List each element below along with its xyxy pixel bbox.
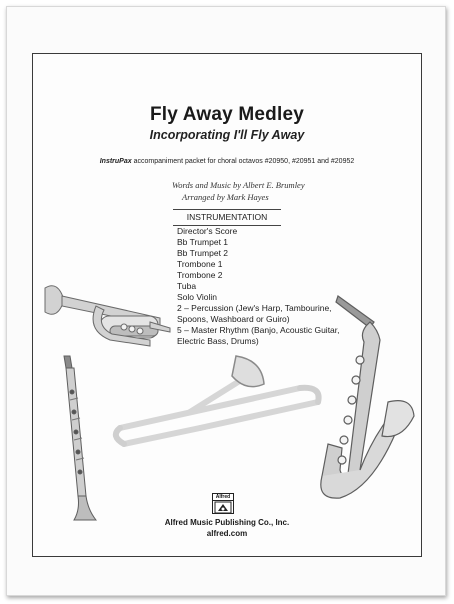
instrument-item: Director's Score <box>177 226 238 236</box>
instrument-item: Trombone 1 <box>177 259 223 269</box>
clarinet-illustration <box>64 356 96 520</box>
alfred-logo-icon <box>213 501 233 514</box>
trombone-illustration <box>116 356 319 444</box>
instrupax-text: accompaniment packet for choral octavos #20950, #20951 and #20952 <box>133 158 355 165</box>
publisher-website: alfred.com <box>206 529 248 538</box>
subtitle-prefix: Incorporating <box>149 128 231 142</box>
subtitle-song: I'll Fly Away <box>233 128 305 142</box>
credit-words-music: Words and Music by Albert E. Brumley <box>172 180 305 190</box>
instrument-item: Trombone 2 <box>177 270 223 280</box>
instrumentation-heading: INSTRUMENTATION <box>173 209 281 226</box>
instrupax-brand: InstruPax <box>99 158 132 165</box>
credit-arranger: Arranged by Mark Hayes <box>182 191 269 202</box>
saxophone-illustration <box>321 296 414 498</box>
instrument-item: Tuba <box>177 281 197 291</box>
alfred-logo-mark <box>213 501 233 515</box>
page-title: Fly Away Medley <box>149 104 304 125</box>
trumpet-illustration <box>45 286 170 346</box>
instrument-item: Bb Trumpet 1 <box>177 237 229 247</box>
instrument-item: 2 – Percussion (Jew's Harp, Tambourine, Spoons, Washboard or Guiro) <box>177 303 332 324</box>
instrument-item: Bb Trumpet 2 <box>177 248 229 258</box>
instrument-item: Solo Violin <box>177 292 218 302</box>
publisher-name: Alfred Music Publishing Co., Inc. <box>164 518 290 527</box>
alfred-logo-text: Alfred <box>213 494 233 501</box>
alfred-logo <box>212 493 234 514</box>
instrument-item: 5 – Master Rhythm (Banjo, Acoustic Guitar, Electric Bass, Drums) <box>177 325 340 346</box>
